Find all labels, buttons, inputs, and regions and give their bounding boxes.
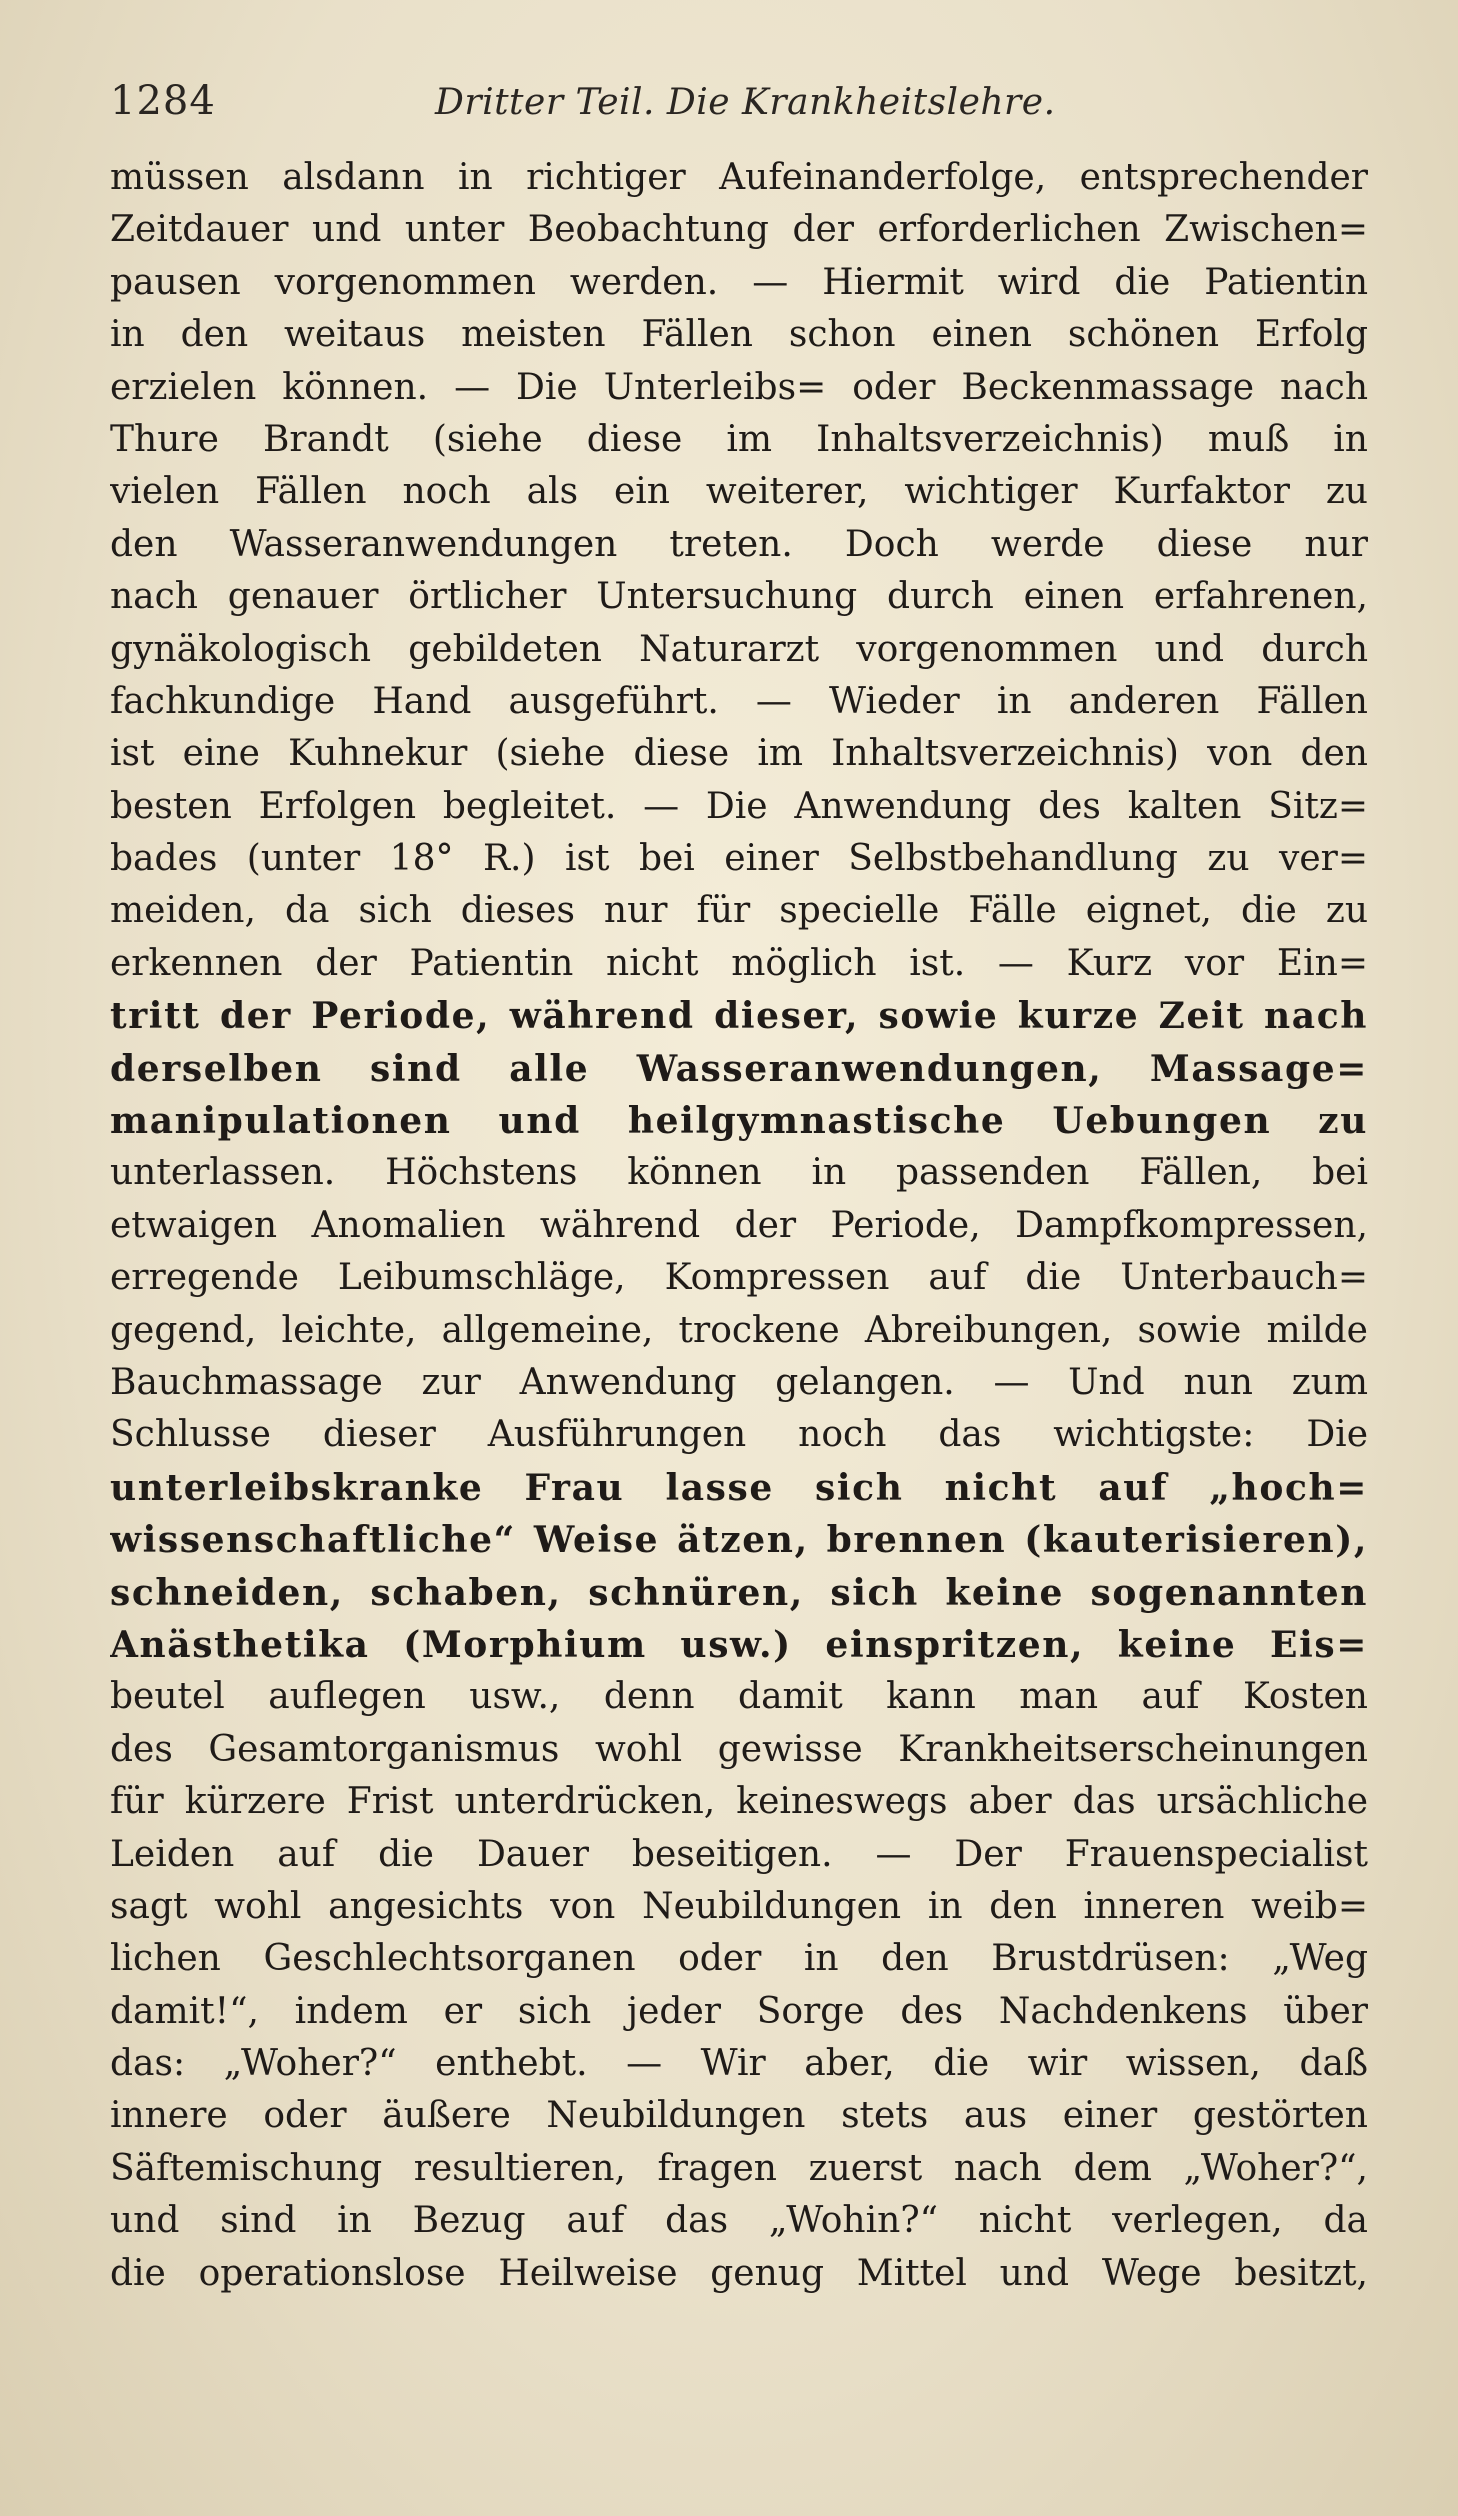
text-line: nach genauer örtlicher Untersuchung durch einen erfahrenen,	[110, 576, 1368, 618]
text-line: ist eine Kuhnekur (siehe diese im Inhaltsverzeichnis) von den	[110, 733, 1368, 775]
text-line: das: „Woher?“ enthebt. — Wir aber, die wir wissen, daß	[110, 2043, 1368, 2085]
page-header	[110, 78, 1360, 128]
text-line: erzielen können. — Die Unterleibs= oder Beckenmassage nach	[110, 366, 1368, 408]
text-line: erkennen der Patientin nicht möglich ist. — Kurz vor Ein=	[110, 942, 1368, 984]
text-line-spaced: wissenschaftliche“ Weise ätzen, brennen (kauterisieren),	[110, 1519, 1368, 1562]
text-line: pausen vorgenommen werden. — Hiermit wird die Patientin	[110, 261, 1368, 303]
body-text	[110, 152, 1368, 2300]
text-line: und sind in Bezug auf das „Wohin?“ nicht verlegen, da	[110, 2200, 1368, 2242]
text-line: bades (unter 18° R.) ist bei einer Selbstbehandlung zu ver=	[110, 838, 1368, 880]
text-line: Zeitdauer und unter Beobachtung der erforderlichen Zwischen=	[110, 209, 1368, 251]
text-line: Säftemischung resultieren, fragen zuerst nach dem „Woher?“,	[110, 2147, 1368, 2189]
text-line: Schlusse dieser Ausführungen noch das wichtigste: Die	[110, 1414, 1368, 1456]
text-line: meiden, da sich dieses nur für specielle Fälle eignet, die zu	[110, 890, 1368, 932]
text-line: damit!“, indem er sich jeder Sorge des Nachdenkens über	[110, 1990, 1368, 2032]
running-head: Dritter Teil. Die Krankheitslehre.	[435, 82, 1056, 123]
text-line-spaced: tritt der Periode, während dieser, sowie kurze Zeit nach	[110, 995, 1368, 1038]
text-line: die operationslose Heilweise genug Mittel und Wege besitzt,	[110, 2252, 1368, 2294]
text-line: lichen Geschlechtsorganen oder in den Brustdrüsen: „Weg	[110, 1938, 1368, 1980]
text-line: müssen alsdann in richtiger Aufeinanderfolge, entsprechender	[110, 157, 1368, 198]
text-line: besten Erfolgen begleitet. — Die Anwendung des kalten Sitz=	[110, 785, 1368, 827]
text-line: für kürzere Frist unterdrücken, keineswegs aber das ursächliche	[110, 1781, 1368, 1823]
text-line: unterlassen. Höchstens können in passenden Fällen, bei	[110, 1152, 1368, 1194]
text-line: sagt wohl angesichts von Neubildungen in den inneren weib=	[110, 1885, 1368, 1927]
text-line: etwaigen Anomalien während der Periode, Dampfkompressen,	[110, 1204, 1368, 1246]
text-line: Thure Brandt (siehe diese im Inhaltsverzeichnis) muß in	[110, 418, 1368, 460]
text-line: in den weitaus meisten Fällen schon einen schönen Erfolg	[110, 314, 1368, 356]
page-number: 1284	[110, 78, 216, 124]
text-line-spaced: schneiden, schaben, schnüren, sich keine sogenannten	[110, 1571, 1368, 1614]
text-line: fachkundige Hand ausgeführt. — Wieder in anderen Fällen	[110, 680, 1368, 722]
text-line: des Gesamtorganismus wohl gewisse Krankheitserscheinungen	[110, 1728, 1368, 1770]
text-line: gynäkologisch gebildeten Naturarzt vorgenommen und durch	[110, 628, 1368, 670]
text-line: Bauchmassage zur Anwendung gelangen. — Und nun zum	[110, 1361, 1368, 1403]
text-line: vielen Fällen noch als ein weiterer, wichtiger Kurfaktor zu	[110, 471, 1368, 513]
text-line: beutel auflegen usw., denn damit kann man auf Kosten	[110, 1676, 1368, 1718]
text-line-spaced: manipulationen und heilgymnastische Uebungen zu	[110, 1100, 1368, 1143]
text-line-spaced: Anästhetika (Morphium usw.) einspritzen, keine Eis=	[110, 1623, 1368, 1666]
text-line: innere oder äußere Neubildungen stets aus einer gestörten	[110, 2095, 1368, 2137]
text-line: den Wasseranwendungen treten. Doch werde diese nur	[110, 523, 1368, 565]
text-line-spaced: derselben sind alle Wasseranwendungen, Massage=	[110, 1047, 1368, 1090]
text-line: gegend, leichte, allgemeine, trockene Abreibungen, sowie milde	[110, 1309, 1368, 1351]
text-line: erregende Leibumschläge, Kompressen auf die Unterbauch=	[110, 1257, 1368, 1299]
text-line-spaced: unterleibskranke Frau lasse sich nicht auf „hoch=	[110, 1466, 1368, 1509]
text-line: Leiden auf die Dauer beseitigen. — Der Frauenspecialist	[110, 1833, 1368, 1875]
